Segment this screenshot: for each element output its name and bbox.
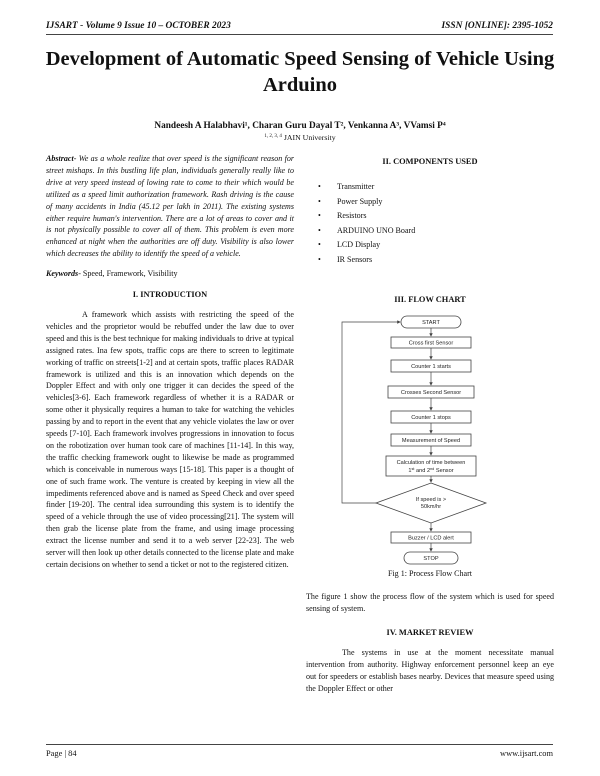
paper-title: Development of Automatic Speed Sensing of Vehicle Using Arduino — [45, 48, 555, 96]
bullet-icon: • — [318, 196, 321, 206]
component-label: Transmitter — [337, 181, 375, 191]
list-item — [318, 195, 554, 210]
affiliation-marks: 1, 2, 3, 4 — [264, 134, 282, 139]
keywords — [46, 268, 294, 280]
abstract-text: We as a whole realize that over speed is the significant reason for street mishaps. In this bustling life plan, individuals generally really like to drive at very speed instead of lowing rate to come to their which would be utilized as a speed limit authorization framework. Rash driving is the cause of many accidents in India (45.12 per lakh in 2011). The existing systems either require human's intervention. There are a lot of areas to cover and it is not physically possible to cover all of them. This problem is even more enhanced at night when the authorities are off duty. Visibility is also lower which decreases the ability to identify the speed of a vehicle. — [46, 154, 294, 259]
flow-step-label: Counter 1 stops — [411, 415, 451, 422]
component-label: LCD Display — [337, 240, 381, 250]
component-label: IR Sensors — [337, 254, 373, 264]
components-list — [318, 180, 554, 268]
flow-calc-line1: Calculation of time between — [396, 460, 466, 467]
market-heading: IV. MARKET REVIEW — [386, 628, 474, 638]
abstract-label: Abstract- — [46, 154, 77, 163]
flow-step-label: Cross first Sensor — [408, 340, 454, 347]
flow-step-label: Crosses Second Sensor — [400, 390, 462, 397]
start-label: START — [422, 320, 440, 327]
figure-caption: Fig 1: Process Flow Chart — [387, 569, 473, 579]
flow-chart — [336, 314, 526, 566]
flow-decision-line2: 50km/hr — [420, 504, 442, 511]
issn-header: ISSN [ONLINE]: 2395-1052 — [441, 21, 553, 31]
list-item — [318, 180, 554, 195]
flow-description: The figure 1 show the process flow of the system which is used for speed sensing of system. — [306, 592, 554, 614]
bullet-icon: • — [318, 254, 321, 264]
market-text: The systems in use at the moment necessitate manual intervention from authority. Highway enforcement personnel keep an eye out for speeders or establish bases nearby. Devices that measure speed using the Doppler Effect or other — [306, 648, 554, 693]
components-heading: II. COMPONENTS USED — [382, 157, 478, 166]
component-label: ARDUINO UNO Board — [337, 225, 416, 235]
affiliation-name: JAIN University — [283, 133, 336, 142]
bullet-icon: • — [318, 225, 321, 235]
flow-step-label: Counter 1 starts — [411, 364, 451, 371]
site-link[interactable]: www.ijsart.com — [500, 749, 553, 758]
flow-step-label: Measurement of Speed — [401, 438, 461, 445]
introduction-text: A framework which assists with restricting the speed of the vehicles and the proprietor would be rebuffed under the law due to over speed and this is the best technique for making individuals to drive at typical assigned rates. Ina few spots, traffic cops are there to screen to legitimate working of traffic on streets[1-2] and at certain spots, traffic places RADAR framework is utilized and this is an innovation which depends on the Doppler Effect and with only one trigger it can decides the speed of the vehicles[3-6]. Each framework regardless of whether it is a RADAR or some other it physically requires a human to take for watching the vehicles passing by and to report in the event that any vehicle violates the law or over speeds [7-10]. Each framework involves progressions in innovation to focus on the robotization over human took care of machines [11-14]. In this way, the traffic checking framework ought to likewise be made as programmed which is conceivable in numerous ways [15-18]. This paper is a thought of one of such frame work. The venture is created by keeping in view all the impediments referenced above and is named as Speed Check and over speed finder [19-20]. The central idea surrounding this system is to identify the speed of a vehicle through the use of video processing[21]. The system will then grab the license plate from the frame, and using image processing extract the license number and send it to a web server [22-23]. The web server will then look up other details connected to the license plate and make certain decisions on whether to send a ticket or not to the registered citizen. — [46, 309, 294, 569]
keywords-text: - Speed, Framework, Visibility — [78, 269, 178, 279]
flow-alert-label: Buzzer / LCD alert — [408, 535, 454, 542]
page-number: Page | 84 — [46, 749, 77, 758]
right-column — [306, 153, 554, 695]
list-item — [318, 238, 554, 253]
affiliation — [40, 133, 560, 142]
footer-divider — [46, 744, 553, 745]
flow-decision-diamond — [376, 483, 486, 523]
component-label: Power Supply — [337, 196, 383, 206]
stop-label: STOP — [423, 556, 439, 563]
bullet-icon: • — [318, 181, 321, 191]
list-item — [318, 253, 554, 268]
component-label: Resistors — [337, 211, 367, 221]
bullet-icon: • — [318, 211, 321, 221]
flow-calc-line2: 1st and 2nd Sensor — [408, 467, 454, 475]
header-divider — [46, 34, 553, 35]
bullet-icon: • — [318, 240, 321, 250]
abstract — [46, 153, 294, 260]
introduction-heading: I. INTRODUCTION — [132, 290, 208, 300]
flow-calc-box — [386, 456, 476, 476]
flow-decision-line1: If speed is > — [415, 497, 447, 504]
authors: Nandeesh A Halabhavi¹, Charan Guru Dayal T², Venkanna A³, VVamsi P⁴ — [154, 121, 446, 131]
left-column — [46, 153, 294, 571]
list-item — [318, 224, 554, 239]
flow-chart-heading: III. FLOW CHART — [394, 295, 466, 305]
keywords-label: Keywords — [46, 269, 79, 279]
list-item — [318, 209, 554, 224]
journal-header: IJSART - Volume 9 Issue 10 – OCTOBER 2023 — [46, 21, 231, 31]
